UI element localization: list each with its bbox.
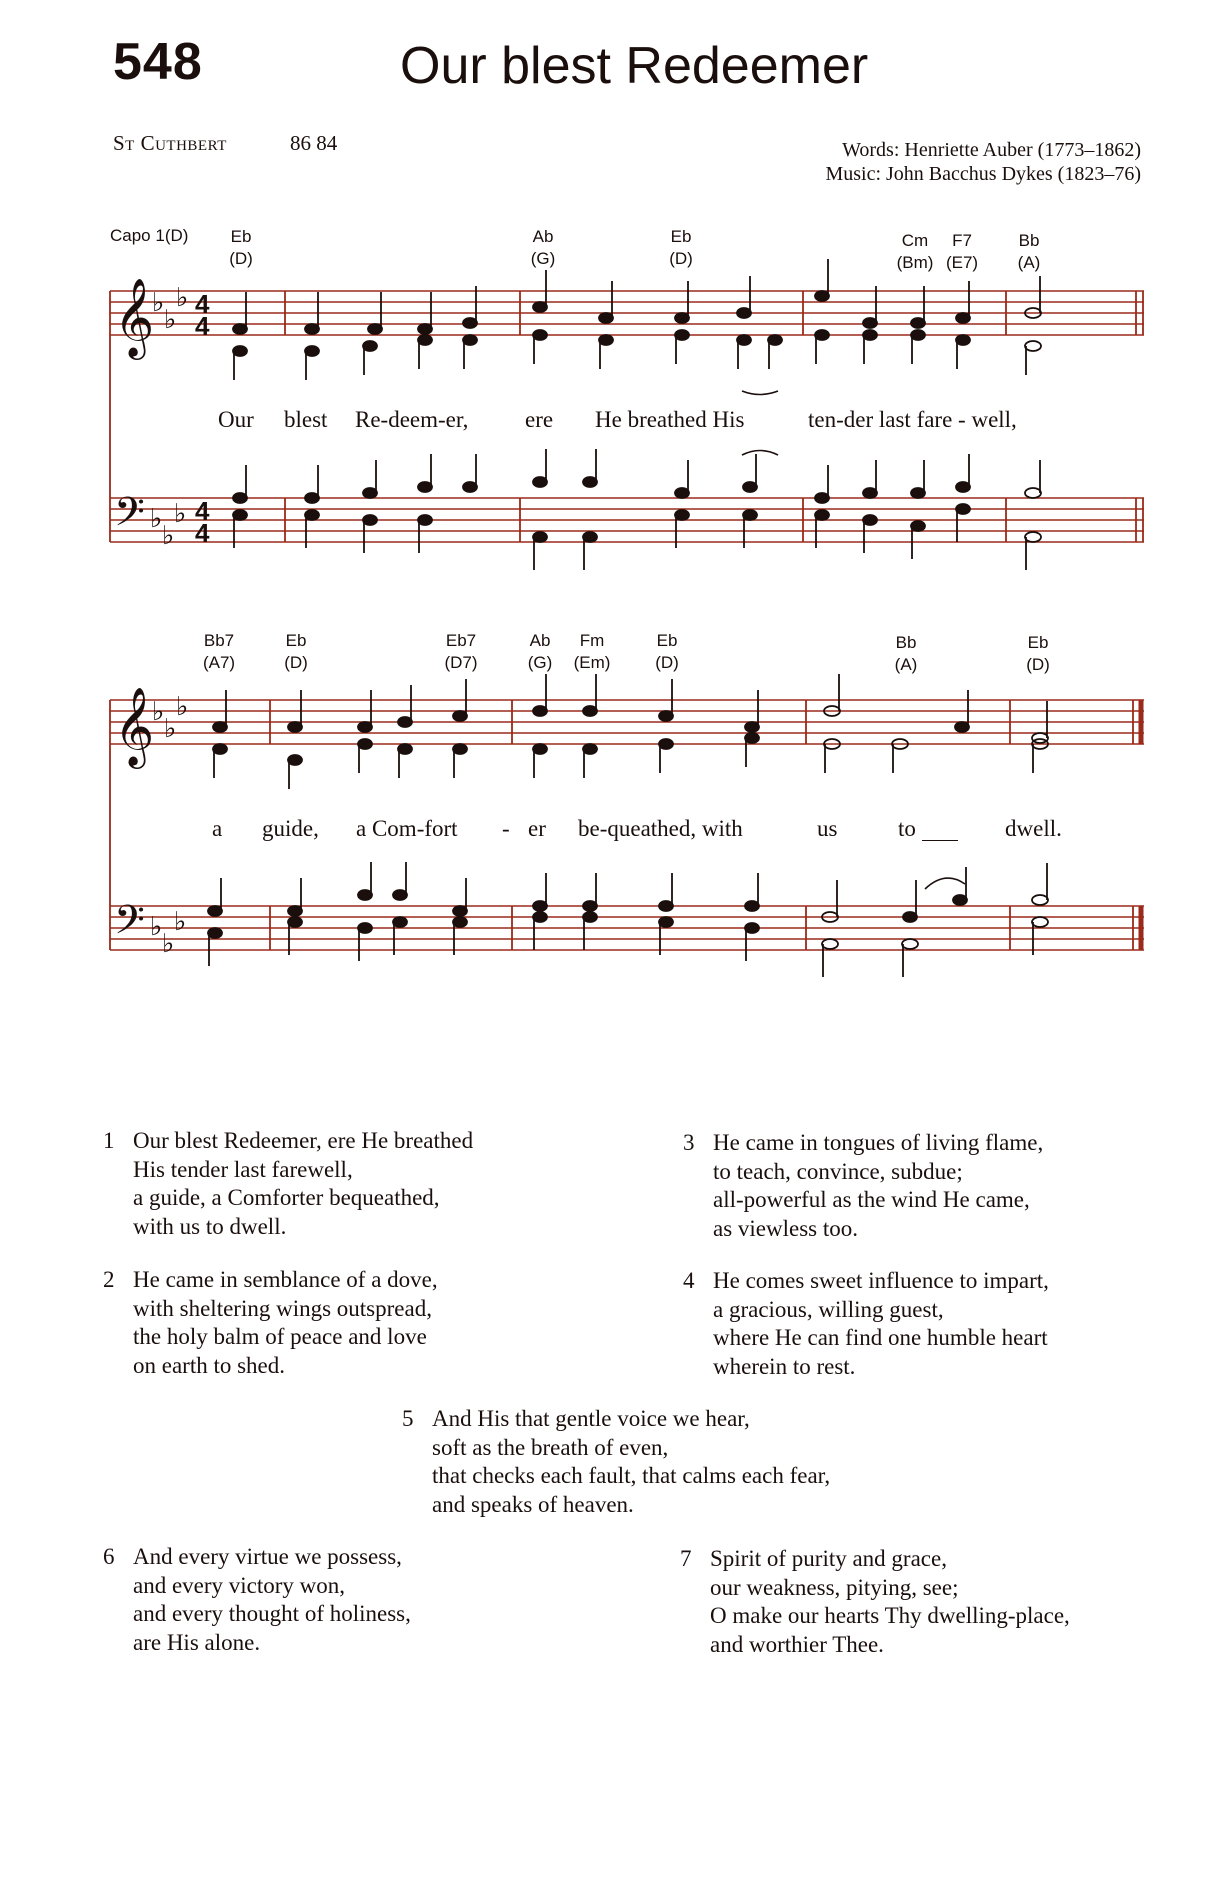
svg-text:♭: ♭ xyxy=(152,697,165,727)
lyric-syllable: be-queathed, with xyxy=(578,816,743,841)
chord-name: Ab xyxy=(529,631,551,650)
verse-line: And His that gentle voice we hear, xyxy=(432,1406,750,1431)
verse-line: and every thought of holiness, xyxy=(133,1601,411,1626)
chord-name: Cm xyxy=(901,231,929,250)
chord-name: F7 xyxy=(952,231,972,250)
capo-label: Capo 1(D) xyxy=(110,226,189,245)
verse-line: Our blest Redeemer, ere He breathed xyxy=(133,1128,474,1153)
lyric-syllable: us xyxy=(817,816,838,841)
capo-chord: (D) xyxy=(1026,655,1050,674)
tenor-bass-notes-2 xyxy=(208,862,1048,977)
verse-line: where He can find one humble heart xyxy=(713,1325,1048,1350)
verse-number: 3 xyxy=(683,1130,695,1155)
verse-line: a gracious, willing guest, xyxy=(713,1296,944,1322)
svg-text:4: 4 xyxy=(195,311,210,341)
capo-chord: (A7) xyxy=(202,653,236,672)
lyric-syllable: Our xyxy=(218,407,254,432)
verse-line: our weakness, pitying, see; xyxy=(710,1574,959,1600)
bass-clef-icon: 𝄢 xyxy=(114,897,145,953)
verse xyxy=(103,1127,474,1241)
chord-name: Bb xyxy=(895,633,917,652)
svg-text:♭: ♭ xyxy=(176,283,189,313)
verse-number: 4 xyxy=(683,1268,695,1293)
verse-line: He came in tongues of living flame, xyxy=(713,1130,1044,1155)
svg-text:4: 4 xyxy=(195,289,210,319)
capo-chord: (Bm) xyxy=(896,253,934,272)
treble-staff-2 xyxy=(110,700,1144,744)
tune-name-text: St Cuthbert xyxy=(113,131,227,155)
bass-staff-2 xyxy=(110,906,1144,950)
verse-line: with sheltering wings outspread, xyxy=(133,1295,432,1321)
verse-line: and speaks of heaven. xyxy=(432,1491,634,1517)
verse xyxy=(683,1267,1049,1381)
verse-line: and worthier Thee. xyxy=(710,1631,884,1657)
chord-name: Eb xyxy=(670,227,692,246)
svg-text:♭: ♭ xyxy=(152,288,165,318)
verse xyxy=(683,1129,1044,1243)
verse-line: Spirit of purity and grace, xyxy=(710,1546,947,1571)
verse-line: And every virtue we possess, xyxy=(133,1544,402,1569)
capo-chord: (G) xyxy=(530,249,556,268)
capo-chord: (A) xyxy=(1017,253,1041,272)
chord-name: Eb7 xyxy=(445,631,477,650)
verse-line: He came in semblance of a dove, xyxy=(133,1267,438,1292)
capo-chord: (D) xyxy=(284,653,308,672)
lyric-syllable: dwell. xyxy=(1005,816,1062,841)
lyric-syllable: ten-der last fare - well, xyxy=(808,407,1017,432)
verse-line: wherein to rest. xyxy=(713,1353,856,1379)
chord-name: Eb xyxy=(285,631,307,650)
lyric-syllable: a xyxy=(212,816,223,841)
capo-chord: (D7) xyxy=(444,653,478,672)
verse-line: O make our hearts Thy dwelling-place, xyxy=(710,1603,1070,1628)
verse-line: that checks each fault, that calms each fear, xyxy=(432,1463,831,1488)
svg-text:♭: ♭ xyxy=(162,929,175,959)
lyric-syllable: blest xyxy=(284,407,328,432)
capo-chord: (D) xyxy=(655,653,679,672)
chord-name: Eb xyxy=(1027,633,1049,652)
lyric-syllable: He breathed His xyxy=(595,407,745,432)
verse-line: are His alone. xyxy=(133,1629,261,1655)
verse-line: He comes sweet influence to impart, xyxy=(713,1268,1049,1293)
lyric-syllable: guide, xyxy=(262,816,319,841)
alto-notes-1 xyxy=(233,330,1041,380)
chord-name: Fm xyxy=(579,631,605,650)
meter: 86 84 xyxy=(290,131,338,155)
verse xyxy=(103,1543,411,1657)
chord-name: Bb xyxy=(1018,231,1040,250)
svg-text:♭: ♭ xyxy=(174,499,187,529)
soprano-alto-notes-2 xyxy=(213,674,1048,789)
verse xyxy=(103,1266,438,1380)
verse-line: as viewless too. xyxy=(713,1215,859,1241)
music-credit: Music: John Bacchus Dykes (1823–76) xyxy=(825,163,1141,185)
treble-staff-1 xyxy=(110,291,1144,335)
verse-line: and every victory won, xyxy=(133,1572,346,1598)
lyric-syllable: - xyxy=(502,816,510,841)
svg-text:♭: ♭ xyxy=(150,912,163,942)
lyric-syllable: Re-deem-er, xyxy=(355,407,469,432)
capo-chord: (D) xyxy=(229,249,253,268)
lyric-syllable: a Com-fort xyxy=(356,816,458,841)
verse-number: 1 xyxy=(103,1128,115,1153)
hymn-number: 548 xyxy=(113,33,203,91)
svg-text:4: 4 xyxy=(195,496,210,526)
svg-text:♭: ♭ xyxy=(164,305,177,335)
lyric-syllable: ere xyxy=(525,407,554,432)
svg-text:4: 4 xyxy=(195,518,210,548)
bass-clef-icon: 𝄢 xyxy=(114,489,145,545)
verse-line: to teach, convince, subdue; xyxy=(713,1158,963,1184)
lyric-syllable: to xyxy=(898,816,916,841)
capo-chord: (G) xyxy=(527,653,553,672)
soprano-notes-1 xyxy=(233,259,1041,334)
hymn-title: Our blest Redeemer xyxy=(400,37,869,95)
verse-line: all-powerful as the wind He came, xyxy=(713,1187,1030,1212)
svg-text:♭: ♭ xyxy=(174,907,187,937)
chord-name: Eb xyxy=(230,227,252,246)
verse-number: 5 xyxy=(402,1406,414,1431)
chord-name: Eb xyxy=(656,631,678,650)
treble-clef-icon: 𝄞 xyxy=(114,278,155,357)
verse-number: 6 xyxy=(103,1544,115,1569)
verse xyxy=(680,1545,1070,1659)
verse-line: with us to dwell. xyxy=(133,1213,287,1239)
verse-number: 7 xyxy=(680,1546,692,1571)
verse-line: soft as the breath of even, xyxy=(432,1434,669,1460)
svg-text:♭: ♭ xyxy=(176,692,189,722)
bass-staff-1 xyxy=(110,498,1144,542)
chord-name: Bb7 xyxy=(203,631,235,650)
verse-line: on earth to shed. xyxy=(133,1352,286,1378)
capo-chord: (D) xyxy=(669,249,693,268)
svg-text:♭: ♭ xyxy=(164,714,177,744)
verse-line: a guide, a Comforter bequeathed, xyxy=(133,1185,440,1210)
words-credit: Words: Henriette Auber (1773–1862) xyxy=(842,139,1141,161)
chord-name: Ab xyxy=(532,227,554,246)
melisma-line xyxy=(922,840,958,841)
svg-text:♭: ♭ xyxy=(150,504,163,534)
capo-chord: (E7) xyxy=(945,253,979,272)
capo-chord: (A) xyxy=(894,655,918,674)
svg-text:♭: ♭ xyxy=(162,521,175,551)
verse-number: 2 xyxy=(103,1267,115,1292)
lyric-syllable: er xyxy=(528,816,546,841)
capo-chord: (Em) xyxy=(573,653,611,672)
verse-line: His tender last farewell, xyxy=(133,1156,353,1182)
verse-line: the holy balm of peace and love xyxy=(133,1324,427,1349)
treble-clef-icon: 𝄞 xyxy=(114,687,155,766)
verse xyxy=(402,1405,831,1519)
